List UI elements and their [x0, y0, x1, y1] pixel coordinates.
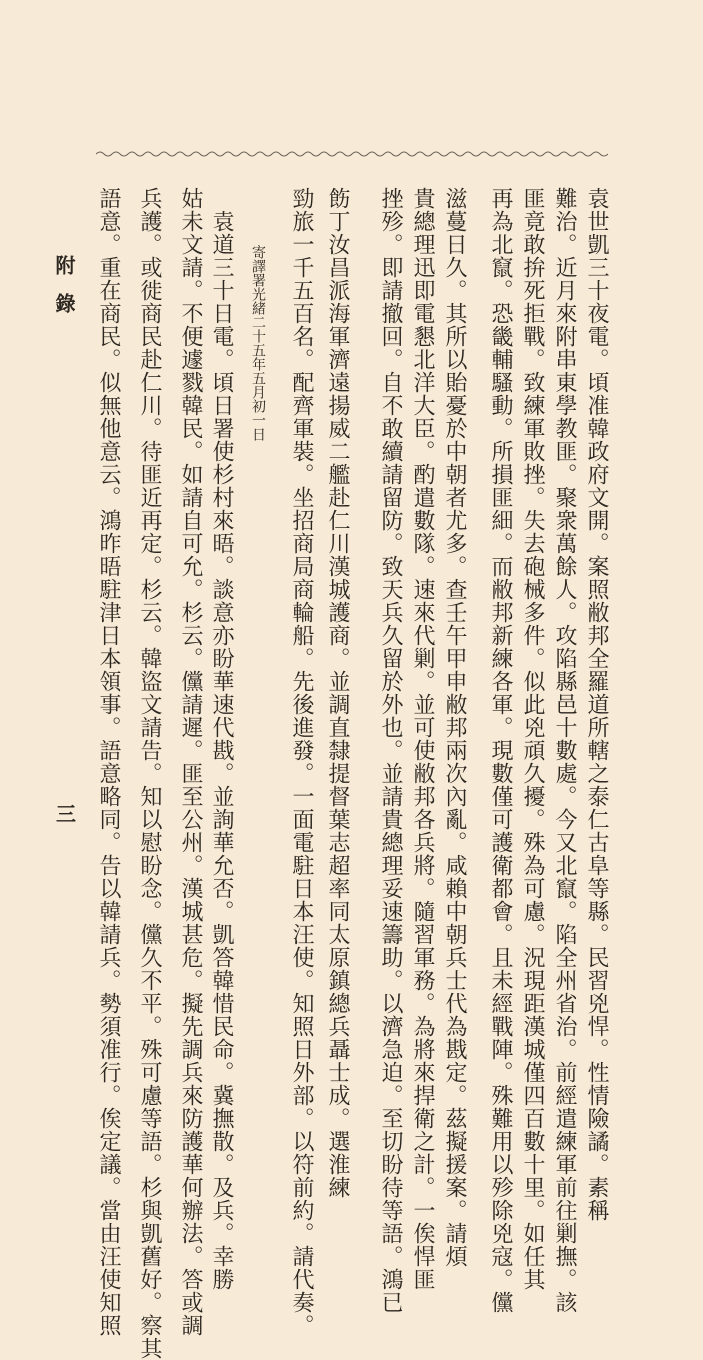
text-column-13: 語意。重在商民。似無他意云。鴻昨晤駐津日本領事。語意略同。告以韓請兵。勢須准行。俟定議。當由汪使知照	[96, 187, 121, 1337]
text-column-11: 姑未文請。不便遽戮韓民。如請自可允。杉云。儻請遲。匪至公州。漢城甚危。擬先調兵來防護華何辦法。答或調	[178, 187, 203, 1337]
text-column-9: 勁旅一千五百名。配齊軍裝。坐招商局商輪船。先後進發。一面電駐日本汪使。知照日外部。以符前約。請代奏。	[289, 187, 314, 1337]
text-column-6: 貴總理迅即電懇北洋大臣。酌遣數隊。速來代剿。並可使敝邦各兵將。隨習軍務。為將來捍衛之計。一俟悍匪	[410, 187, 435, 1291]
text-column-3: 匪竟敢拚死拒戰。致練軍敗挫。失去砲械多件。似此兇頑久擾。殊為可慮。況現距漢城僅四百數十里。如任其	[520, 187, 545, 1291]
text-column-10: 袁道三十日電。頃日署使杉村來晤。談意亦盼華速代戡。並詢華允否。凱答韓惜民命。冀撫散。及兵。幸勝	[209, 210, 234, 1291]
text-column-1: 袁世凱三十夜電。頃准韓政府文開。案照敝邦全羅道所轄之泰仁古阜等縣。民習兇悍。性情險譎。素稱	[584, 187, 609, 1222]
page-number: 三	[56, 802, 76, 826]
text-column-5: 滋蔓日久。其所以貽憂於中朝者尤多。查壬午甲申敝邦兩次內亂。咸賴中朝兵士代為戡定。茲擬援案。請煩	[442, 187, 467, 1268]
side-label: 附錄	[52, 255, 76, 331]
text-column-8: 飭丁汝昌派海軍濟遠揚威二艦赴仁川漢城護商。並調直隸提督葉志超率同太原鎮總兵聶士成。選淮練	[325, 187, 350, 1199]
decorative-wavy-rule	[96, 150, 608, 158]
text-column-date-heading: 寄譯署光緒二十五年五月初一日	[250, 245, 266, 441]
text-column-2: 難治。近月來附串東學教匪。聚衆萬餘人。攻陷縣邑十數處。今又北竄。陷全州省治。前經遣練軍前往剿撫。該	[552, 187, 577, 1314]
text-column-7: 挫殄。即請撤回。自不敢續請留防。致天兵久留於外也。並請貴總理妥速籌助。以濟急迫。至切盼待等語。鴻已	[378, 187, 403, 1314]
text-column-12: 兵護。或徙商民赴仁川。待匪近再定。杉云。韓盜文請告。知以慰盼念。儻久不平。殊可慮等語。杉與凱舊好。察其	[137, 187, 162, 1360]
text-column-4: 再為北竄。恐畿輔騷動。所損匪細。而敝邦新練各軍。現數僅可護衛都會。且未經戰陣。殊難用以殄除兇寇。儻	[488, 187, 513, 1314]
